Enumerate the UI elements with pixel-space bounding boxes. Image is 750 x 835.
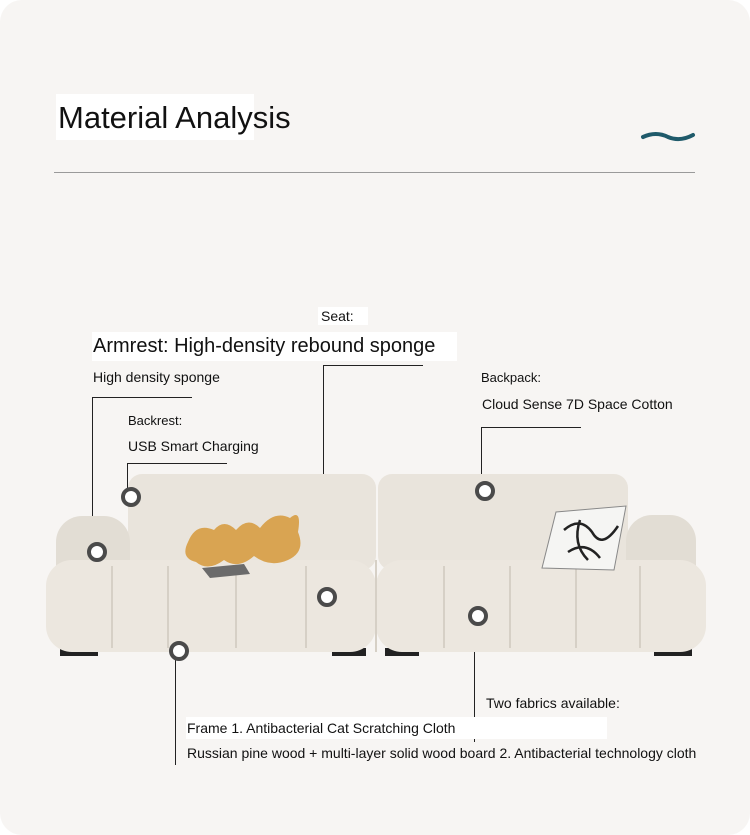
backpack-value: Cloud Sense 7D Space Cotton (482, 396, 673, 412)
fabric-marker[interactable] (468, 606, 488, 626)
page-title: Material Analysis (58, 100, 291, 135)
header-divider (54, 172, 695, 173)
usb-charging-label: USB Smart Charging (128, 438, 259, 454)
seat-leader-h (323, 365, 423, 366)
seat-label: Seat: (318, 307, 368, 325)
seat-marker[interactable] (317, 587, 337, 607)
wave-accent-icon (640, 128, 696, 146)
sofa-illustration (40, 460, 710, 660)
backrest-label: Backrest: (128, 413, 183, 428)
armrest-heading: Armrest: High-density rebound sponge (92, 332, 457, 361)
backpack-leader-h (481, 427, 581, 428)
backpack-label: Backpack: (481, 370, 541, 385)
wood-line: Russian pine wood + multi-layer solid wood board 2. Antibacterial technology cloth (187, 745, 697, 761)
backrest-marker[interactable] (121, 487, 141, 507)
armrest-leader-h (92, 397, 192, 398)
two-fabrics-label: Two fabrics available: (486, 695, 620, 711)
frame-leader-v (175, 647, 176, 765)
armrest-marker[interactable] (87, 542, 107, 562)
high-density-label: High density sponge (93, 369, 220, 385)
frame-marker[interactable] (169, 641, 189, 661)
backpack-marker[interactable] (475, 481, 495, 501)
frame-line: Frame 1. Antibacterial Cat Scratching Cloth (186, 717, 607, 739)
